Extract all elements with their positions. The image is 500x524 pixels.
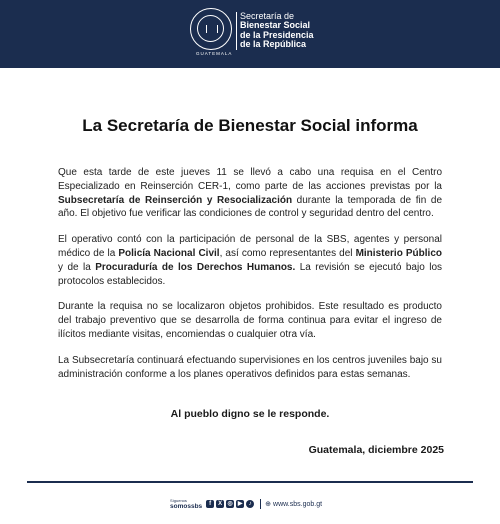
p2-bold-mp: Ministerio Público [355,247,442,259]
p1-bold-subsecretaria: Subsecretaría de Reinserción y Resocialización [58,194,293,206]
p1-text-a: Que esta tarde de este jueves 11 se llevó a cabo una requisa en el Centro Especializado en Reinserción CER-1, como parte de las acciones previstas por la [58,167,442,192]
organization-name [240,12,314,49]
social-handle [170,498,202,510]
youtube-icon[interactable]: ▶ [237,501,243,507]
header-banner [0,0,500,68]
org-line-3: de la Presidencia [240,29,314,40]
footer-separator [260,499,261,509]
instagram-icon[interactable]: ◎ [227,501,233,507]
closing-statement: Al pueblo digno se le responde. [170,408,330,420]
p2-bold-pnc: Policía Nacional Civil [118,247,220,259]
org-line-2: Bienestar Social [240,20,311,31]
p2-text-c: y de la [58,261,96,273]
p2-text-d: La revisión se ejecutó bajo los protocolos establecidos. [58,261,443,287]
globe-icon: ⊕ [265,501,272,508]
document-title: La Secretaría de Bienestar Social informa [82,116,418,135]
paragraph-4: La Subsecretaría continuará efectuando supervisiones en los centros juveniles bajo su administración conforme a los planes operativos definidos para estas semanas. [58,354,442,380]
org-line-4: de la República [240,38,307,49]
footer-bar [170,496,322,512]
handle-text: somossbs [170,503,203,510]
seal-inner-ring [197,15,224,42]
paragraph-2 [58,233,442,288]
tiktok-icon[interactable]: ♪ [246,500,254,508]
website-link[interactable]: www.sbs.gob.gt [273,500,323,508]
coat-of-arms-seal-icon [190,8,232,50]
place-and-date: Guatemala, diciembre 2025 [308,444,444,456]
org-line-1: Secretaría de [240,11,295,21]
follow-us-label: Síguenos [170,498,187,503]
paragraph-1 [58,166,442,221]
p2-text-a: El operativo contó con la participación de personal de la SBS, agentes y personal médico de la [58,234,442,259]
seal-caption: GUATEMALA [196,51,233,56]
paragraph-3: Durante la requisa no se localizaron objetos prohibidos. Este resultado es producto del trabajo preventivo que se desarrolla de forma continua para evitar el ingreso de ilícitos mediante visitas, encomiendas o cualquier otra vía. [58,301,442,340]
footer-divider [27,481,473,483]
seal-emblem-icon [206,25,218,33]
document-body [58,166,442,393]
x-icon[interactable]: X [218,501,223,507]
p2-text-b: , así como representantes del [219,247,356,259]
p2-bold-pdh: Procuraduría de los Derechos Humanos. [95,261,296,273]
header-divider [236,12,237,50]
p1-text-b: durante la temporada de fin de año. El objetivo fue verificar las condiciones de control y seguridad dentro del centro. [58,194,443,220]
facebook-icon[interactable]: f [206,500,214,508]
